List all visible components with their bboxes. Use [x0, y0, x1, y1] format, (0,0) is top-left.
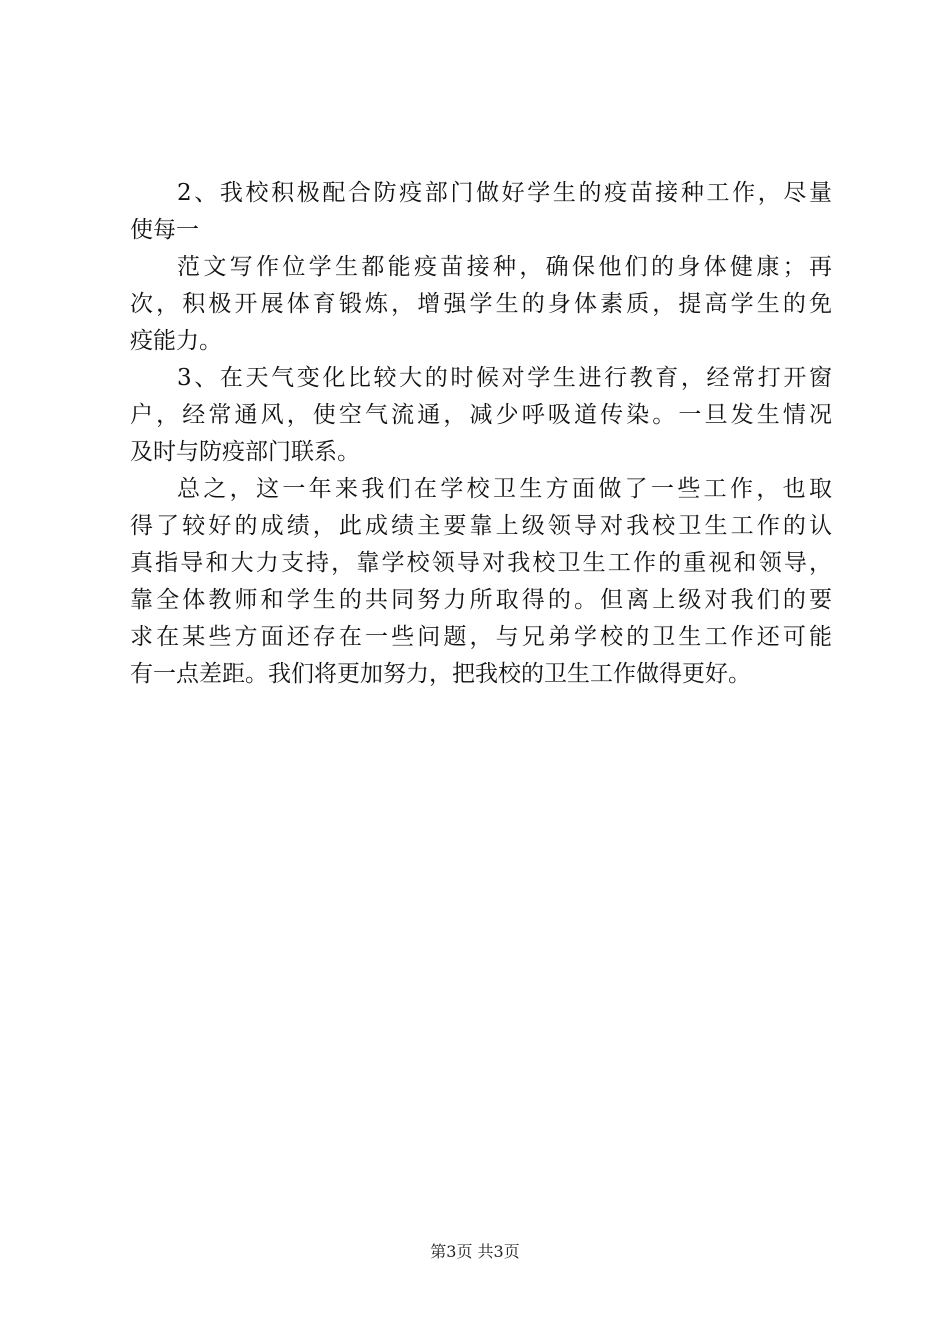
paragraph-line: 得了较好的成绩，此成绩主要靠上级领导对我校卫生工作的认 — [130, 513, 832, 539]
paragraph-line: 有一点差距。我们将更加努力，把我校的卫生工作做得更好。 — [130, 661, 751, 687]
paragraph-line: 范文写作位学生都能疫苗接种，确保他们的身体健康；再 — [177, 254, 832, 280]
paragraph-line: 靠全体教师和学生的共同努力所取得的。但离上级对我们的要 — [130, 587, 832, 613]
paragraph-line: 使每一 — [130, 217, 199, 243]
paragraph-line: 总之，这一年来我们在学校卫生方面做了一些工作，也取 — [177, 476, 832, 502]
paragraph-line: 求在某些方面还存在一些问题，与兄弟学校的卫生工作还可能 — [130, 624, 832, 650]
paragraph-line: 户，经常通风，使空气流通，减少呼吸道传染。一旦发生情况 — [130, 402, 832, 428]
paragraph-line: 真指导和大力支持，靠学校领导对我校卫生工作的重视和领导， — [130, 550, 832, 576]
document-body — [130, 175, 832, 693]
paragraph-line: 次，积极开展体育锻炼，增强学生的身体素质，提高学生的免 — [130, 291, 832, 317]
paragraph-line: 2、我校积极配合防疫部门做好学生的疫苗接种工作，尽量 — [177, 180, 832, 206]
paragraph-line: 疫能力。 — [130, 328, 222, 354]
paragraph-line: 及时与防疫部门联系。 — [130, 439, 360, 465]
page-number-footer: 第3页 共3页 — [430, 1242, 520, 1261]
paragraph-line: 3、在天气变化比较大的时候对学生进行教育，经常打开窗 — [177, 365, 832, 391]
